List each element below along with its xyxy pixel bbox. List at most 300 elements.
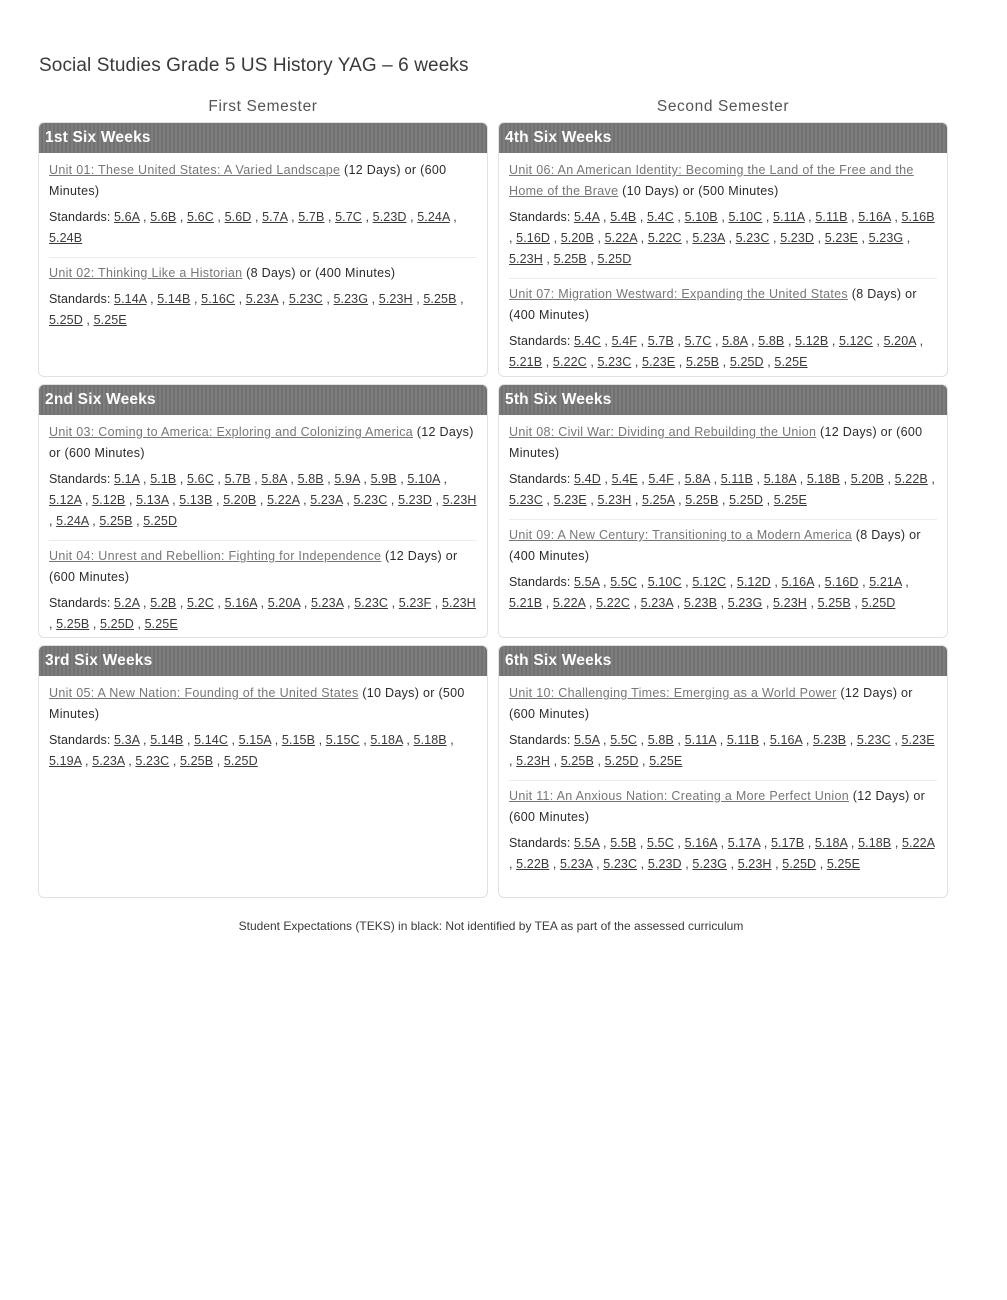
standard-link[interactable]: 5.4E [611,472,638,486]
separator: , [673,472,685,486]
standard-link[interactable]: 5.25D [597,252,632,266]
separator: , [213,596,225,610]
unit-heading [49,263,477,284]
unit-link[interactable]: Unit 08: Civil War: Dividing and Rebuilding the Union [509,425,817,439]
separator: , [710,472,721,486]
separator: , [88,514,100,528]
standard-link[interactable]: 5.23H [509,252,543,266]
separator: , [585,596,597,610]
standard-link[interactable]: 5.23H [737,857,772,871]
standard-link[interactable]: 5.21B [509,355,543,369]
separator: , [631,493,643,507]
standard-link[interactable]: 5.23H [773,596,807,610]
standard-link[interactable]: 5.23G [692,857,727,871]
separator: , [286,472,298,486]
standard-link[interactable]: 5.12D [736,575,771,589]
standard-link[interactable]: 5.4C [574,334,601,348]
standard-link[interactable]: 5.14B [157,292,191,306]
footnote: Student Expectations (TEKS) in black: Not identified by TEA as part of the assessed curriculum [238,919,744,933]
standard-link[interactable]: 5.22A [552,596,586,610]
standard-link[interactable]: 5.16D [516,231,551,245]
standard-link[interactable]: 5.7C [335,210,362,224]
standard-link[interactable]: 5.25D [223,754,258,768]
semester-heading-second: Second Semester [656,98,790,115]
standard-link[interactable]: 5.15A [238,733,272,747]
standard-link[interactable]: 5.10B [684,210,718,224]
standard-link[interactable]: 5.22C [552,355,587,369]
standard-link[interactable]: 5.25B [685,493,719,507]
separator: , [891,836,902,850]
standard-link[interactable]: 5.23E [642,355,676,369]
unit-divider [49,540,477,541]
standard-link[interactable]: 5.23E [901,733,935,747]
separator: , [718,493,730,507]
standard-link[interactable]: 5.18B [806,472,841,486]
standard-link[interactable]: 5.11A [773,210,805,224]
standard-link[interactable]: 5.5A [574,575,600,589]
standard-link[interactable]: 5.23H [442,493,477,507]
standard-link[interactable]: 5.19A [49,754,82,768]
standard-link[interactable]: 5.25B [685,355,720,369]
standards-list [49,593,477,635]
separator: , [847,210,859,224]
standard-link[interactable]: 5.5C [647,836,674,850]
standard-link[interactable]: 5.23A [560,857,593,871]
separator: , [850,596,862,610]
standard-link[interactable]: 5.4B [610,210,637,224]
standards-label: Standards: [49,472,111,486]
standard-link[interactable]: 5.23C [135,754,170,768]
standard-link[interactable]: 5.4F [648,472,674,486]
standard-link[interactable]: 5.12B [92,493,126,507]
standard-link[interactable]: 5.17B [770,836,805,850]
separator: , [802,733,814,747]
separator: , [593,754,605,768]
panel-body [499,153,947,373]
standard-link[interactable]: 5.2B [150,596,177,610]
separator: , [359,733,371,747]
standard-link[interactable]: 5.16A [858,210,891,224]
standard-link[interactable]: 5.23D [647,857,682,871]
standard-link[interactable]: 5.15C [325,733,360,747]
standard-link[interactable]: 5.25A [642,493,675,507]
standard-link[interactable]: 5.25D [49,313,83,327]
standards-label: Standards: [509,472,571,486]
separator: , [190,292,202,306]
standard-link[interactable]: 5.23H [597,493,632,507]
standard-link[interactable]: 5.1B [150,472,177,486]
separator: , [315,733,326,747]
standard-link[interactable]: 5.6D [224,210,252,224]
separator: , [592,857,604,871]
standard-link[interactable]: 5.23D [398,493,432,507]
standards-label: Standards: [49,596,111,610]
separator: , [449,210,457,224]
separator: , [804,836,815,850]
separator: , [857,231,869,245]
standards-list [509,730,937,772]
standard-link[interactable]: 5.22C [596,596,630,610]
unit-link[interactable]: Unit 03: Coming to America: Exploring and Colonizing America [49,425,414,439]
panel-1st-six-weeks [38,122,488,377]
standard-link[interactable]: 5.23F [398,596,432,610]
standard-link[interactable]: 5.25B [817,596,851,610]
standard-link[interactable]: 5.2A [114,596,140,610]
separator: , [431,493,443,507]
standard-link[interactable]: 5.21B [509,596,543,610]
standard-link[interactable]: 5.24A [56,514,89,528]
standard-link[interactable]: 5.23A [692,231,725,245]
standard-link[interactable]: 5.25B [560,754,594,768]
standard-link[interactable]: 5.2C [187,596,214,610]
standard-link[interactable]: 5.15B [281,733,316,747]
standard-link[interactable]: 5.25E [773,493,807,507]
standard-link[interactable]: 5.13B [179,493,213,507]
standard-link[interactable]: 5.14A [114,292,147,306]
standard-link[interactable]: 5.25B [423,292,457,306]
unit-duration: (12 Days) or (600 Minutes) [509,425,923,460]
separator: , [278,292,289,306]
separator: , [125,493,137,507]
panel-body [39,415,487,635]
standard-link[interactable]: 5.16A [781,575,814,589]
separator: , [251,210,263,224]
standard-link[interactable]: 5.9B [370,472,397,486]
standard-link[interactable]: 5.23G [727,596,763,610]
standard-link[interactable]: 5.13A [136,493,169,507]
separator: , [342,493,354,507]
unit-duration: (12 Days) or (600 Minutes) [49,425,474,460]
standard-link[interactable]: 5.25D [729,493,763,507]
separator: , [636,836,648,850]
unit-link[interactable]: Unit 05: A New Nation: Founding of the United States [49,686,359,700]
standard-link[interactable]: 5.23D [780,231,815,245]
standard-link[interactable]: 5.5A [574,836,600,850]
separator: , [784,334,796,348]
standard-link[interactable]: 5.17A [727,836,761,850]
unit-link[interactable]: Unit 07: Migration Westward: Expanding the United States [509,287,848,301]
panel-3rd-six-weeks [38,645,488,898]
separator: , [681,231,693,245]
standard-link[interactable]: 5.6A [114,210,140,224]
separator: , [322,292,334,306]
standard-link[interactable]: 5.7C [684,334,712,348]
standard-link[interactable]: 5.6C [187,210,214,224]
separator: , [183,733,195,747]
standards-list [509,469,937,511]
separator: , [927,472,935,486]
panel-title: 6th Six Weeks [499,646,947,676]
standard-link[interactable]: 5.23C [735,231,770,245]
standard-link[interactable]: 5.23E [824,231,858,245]
standard-link[interactable]: 5.16A [224,596,258,610]
panel-title: 3rd Six Weeks [39,646,487,676]
standards-list [49,469,477,532]
standard-link[interactable]: 5.4F [611,334,637,348]
standard-link[interactable]: 5.20B [560,231,594,245]
standard-link[interactable]: 5.24B [49,231,83,245]
standard-link[interactable]: 5.12A [49,493,82,507]
standard-link[interactable]: 5.23A [245,292,279,306]
unit-link[interactable]: Unit 09: A New Century: Transitioning to a Modern America [509,528,852,542]
standard-link[interactable]: 5.16D [824,575,859,589]
separator: , [361,210,373,224]
separator: , [169,754,180,768]
separator: , [89,617,101,631]
unit-duration: (10 Days) or (500 Minutes) [618,184,779,198]
separator: , [716,733,727,747]
standard-link[interactable]: 5.16B [901,210,935,224]
standard-link[interactable]: 5.9A [334,472,360,486]
standards-label: Standards: [49,733,111,747]
separator: , [638,754,650,768]
standard-link[interactable]: 5.16C [201,292,235,306]
panel-5th-six-weeks [498,384,948,638]
unit-link[interactable]: Unit 01: These United States: A Varied Landscape [49,163,341,177]
standard-link[interactable]: 5.25B [179,754,214,768]
standard-link[interactable]: 5.7B [298,210,325,224]
separator: , [586,355,598,369]
standard-link[interactable]: 5.23A [640,596,674,610]
standard-link[interactable]: 5.23E [553,493,587,507]
separator: , [542,355,553,369]
unit-link[interactable]: Unit 04: Unrest and Rebellion: Fighting for Independence [49,549,382,563]
panel-body [499,676,947,875]
standard-link[interactable]: 5.5C [610,575,638,589]
unit-link[interactable]: Unit 10: Challenging Times: Emerging as a World Power [509,686,837,700]
standard-link[interactable]: 5.25D [143,514,178,528]
separator: , [343,596,355,610]
standard-link[interactable]: 5.23C [509,493,543,507]
standards-label: Standards: [509,210,571,224]
panel-title: 4th Six Weeks [499,123,947,153]
standard-link[interactable]: 5.23G [868,231,904,245]
standard-link[interactable]: 5.7A [262,210,288,224]
standard-link[interactable]: 5.22C [647,231,682,245]
standard-link[interactable]: 5.23H [378,292,413,306]
standard-link[interactable]: 5.18B [413,733,447,747]
separator: , [287,210,299,224]
separator: , [176,210,188,224]
standard-link[interactable]: 5.16A [769,733,803,747]
separator: , [227,733,239,747]
separator: , [759,733,770,747]
standard-link[interactable]: 5.14B [150,733,184,747]
standard-link[interactable]: 5.12B [795,334,829,348]
separator: , [124,754,136,768]
separator: , [368,292,379,306]
standard-link[interactable]: 5.23B [813,733,847,747]
separator: , [771,857,783,871]
standard-link[interactable]: 5.12C [692,575,727,589]
unit-heading [49,683,477,725]
standard-link[interactable]: 5.8A [722,334,748,348]
standards-list [49,730,477,772]
unit-heading [509,525,937,567]
separator: , [257,596,268,610]
separator: , [631,355,643,369]
standard-link[interactable]: 5.11B [720,472,753,486]
standard-link[interactable]: 5.20B [850,472,884,486]
standard-link[interactable]: 5.23C [856,733,891,747]
unit-heading [509,160,937,202]
standard-link[interactable]: 5.8A [261,472,287,486]
separator: , [681,575,693,589]
separator: , [890,210,902,224]
standard-link[interactable]: 5.25D [604,754,639,768]
separator: , [840,472,851,486]
standard-link[interactable]: 5.23A [310,493,343,507]
standard-link[interactable]: 5.23D [372,210,407,224]
standard-link[interactable]: 5.25D [100,617,134,631]
unit-link[interactable]: Unit 02: Thinking Like a Historian [49,266,243,280]
separator: , [599,836,611,850]
panel-body [39,676,487,772]
standards-label: Standards: [509,575,571,589]
panel-2nd-six-weeks [38,384,488,638]
standard-link[interactable]: 5.18A [370,733,403,747]
separator: , [806,596,818,610]
separator: , [412,292,424,306]
standard-link[interactable]: 5.4D [574,472,601,486]
unit-link[interactable]: Unit 06: An American Identity: Becoming the Land of the Free and the Home of the Brave [509,163,914,198]
standard-link[interactable]: 5.6B [150,210,177,224]
standard-link[interactable]: 5.23A [92,754,125,768]
standard-link[interactable]: 5.23H [441,596,476,610]
standard-link[interactable]: 5.25B [553,252,587,266]
separator: , [828,334,839,348]
separator: , [250,472,262,486]
standard-link[interactable]: 5.22B [516,857,550,871]
standard-link[interactable]: 5.20A [267,596,301,610]
standard-link[interactable]: 5.25E [826,857,861,871]
separator: , [213,472,225,486]
standard-link[interactable]: 5.5C [610,733,638,747]
separator: , [599,733,611,747]
standard-link[interactable]: 5.11A [684,733,717,747]
unit-heading [49,422,477,464]
standard-link[interactable]: 5.8B [647,733,674,747]
separator: , [213,210,225,224]
separator: , [769,231,781,245]
standard-link[interactable]: 5.6C [187,472,214,486]
separator: , [890,733,902,747]
standard-link[interactable]: 5.8B [297,472,324,486]
panel-body [39,153,487,331]
standards-label: Standards: [509,334,571,348]
standard-link[interactable]: 5.1A [114,472,140,486]
separator: , [132,514,144,528]
separator: , [726,857,738,871]
standard-link[interactable]: 5.25D [782,857,817,871]
standards-list [509,572,937,614]
standard-link[interactable]: 5.3A [114,733,140,747]
separator: , [139,210,151,224]
standards-list [509,331,937,373]
separator: , [542,493,554,507]
standard-link[interactable]: 5.23C [603,857,638,871]
standard-link[interactable]: 5.5A [574,733,600,747]
standard-link[interactable]: 5.22A [901,836,935,850]
separator: , [446,733,454,747]
standard-link[interactable]: 5.23C [597,355,632,369]
standard-link[interactable]: 5.22A [267,493,300,507]
separator: , [599,575,611,589]
separator: , [509,857,517,871]
standard-link[interactable]: 5.4C [647,210,674,224]
separator: , [637,231,648,245]
standard-link[interactable]: 5.25D [729,355,764,369]
separator: , [814,231,825,245]
standard-link[interactable]: 5.25B [56,617,90,631]
standard-link[interactable]: 5.18B [858,836,892,850]
standard-link[interactable]: 5.18A [814,836,848,850]
standard-link[interactable]: 5.25D [861,596,896,610]
standard-link[interactable]: 5.22B [894,472,928,486]
standard-link[interactable]: 5.23B [683,596,718,610]
separator: , [600,334,612,348]
standard-link[interactable]: 5.4A [574,210,600,224]
standard-link[interactable]: 5.18A [763,472,797,486]
standard-link[interactable]: 5.25B [99,514,133,528]
standard-link[interactable]: 5.10C [728,210,763,224]
standard-link[interactable]: 5.25E [774,355,808,369]
standard-link[interactable]: 5.10A [407,472,440,486]
standard-link[interactable]: 5.23A [310,596,344,610]
standard-link[interactable]: 5.11B [815,210,848,224]
separator: , [146,292,158,306]
unit-heading [49,160,477,202]
standard-link[interactable]: 5.25E [144,617,178,631]
standards-label: Standards: [509,836,571,850]
standard-link[interactable]: 5.23G [333,292,369,306]
standard-link[interactable]: 5.7B [647,334,674,348]
standard-link[interactable]: 5.22A [604,231,638,245]
unit-duration: (8 Days) or (400 Minutes) [509,287,917,322]
separator: , [406,210,418,224]
standard-link[interactable]: 5.11B [726,733,760,747]
standard-link[interactable]: 5.12C [838,334,873,348]
standard-link[interactable]: 5.16A [684,836,718,850]
unit-heading [509,786,937,828]
standard-link[interactable]: 5.23C [353,493,388,507]
separator: , [847,836,859,850]
separator: , [673,334,685,348]
standard-link[interactable]: 5.21A [869,575,902,589]
standard-link[interactable]: 5.23C [354,596,389,610]
separator: , [760,836,771,850]
standard-link[interactable]: 5.10C [647,575,682,589]
unit-link[interactable]: Unit 11: An Anxious Nation: Creating a More Perfect Union [509,789,849,803]
standard-link[interactable]: 5.20B [223,493,257,507]
standard-link[interactable]: 5.5B [610,836,637,850]
separator: , [804,210,816,224]
standard-link[interactable]: 5.14C [194,733,228,747]
standard-link[interactable]: 5.25E [93,313,127,327]
standard-link[interactable]: 5.23H [516,754,551,768]
standards-list [509,833,937,875]
standard-link[interactable]: 5.7B [224,472,251,486]
standard-link[interactable]: 5.8B [758,334,785,348]
standard-link[interactable]: 5.8A [684,472,710,486]
separator: , [637,334,648,348]
standard-link[interactable]: 5.23C [288,292,323,306]
separator: , [586,252,598,266]
standard-link[interactable]: 5.20A [883,334,917,348]
separator: , [49,617,57,631]
standard-link[interactable]: 5.25E [649,754,683,768]
standard-link[interactable]: 5.24A [417,210,450,224]
